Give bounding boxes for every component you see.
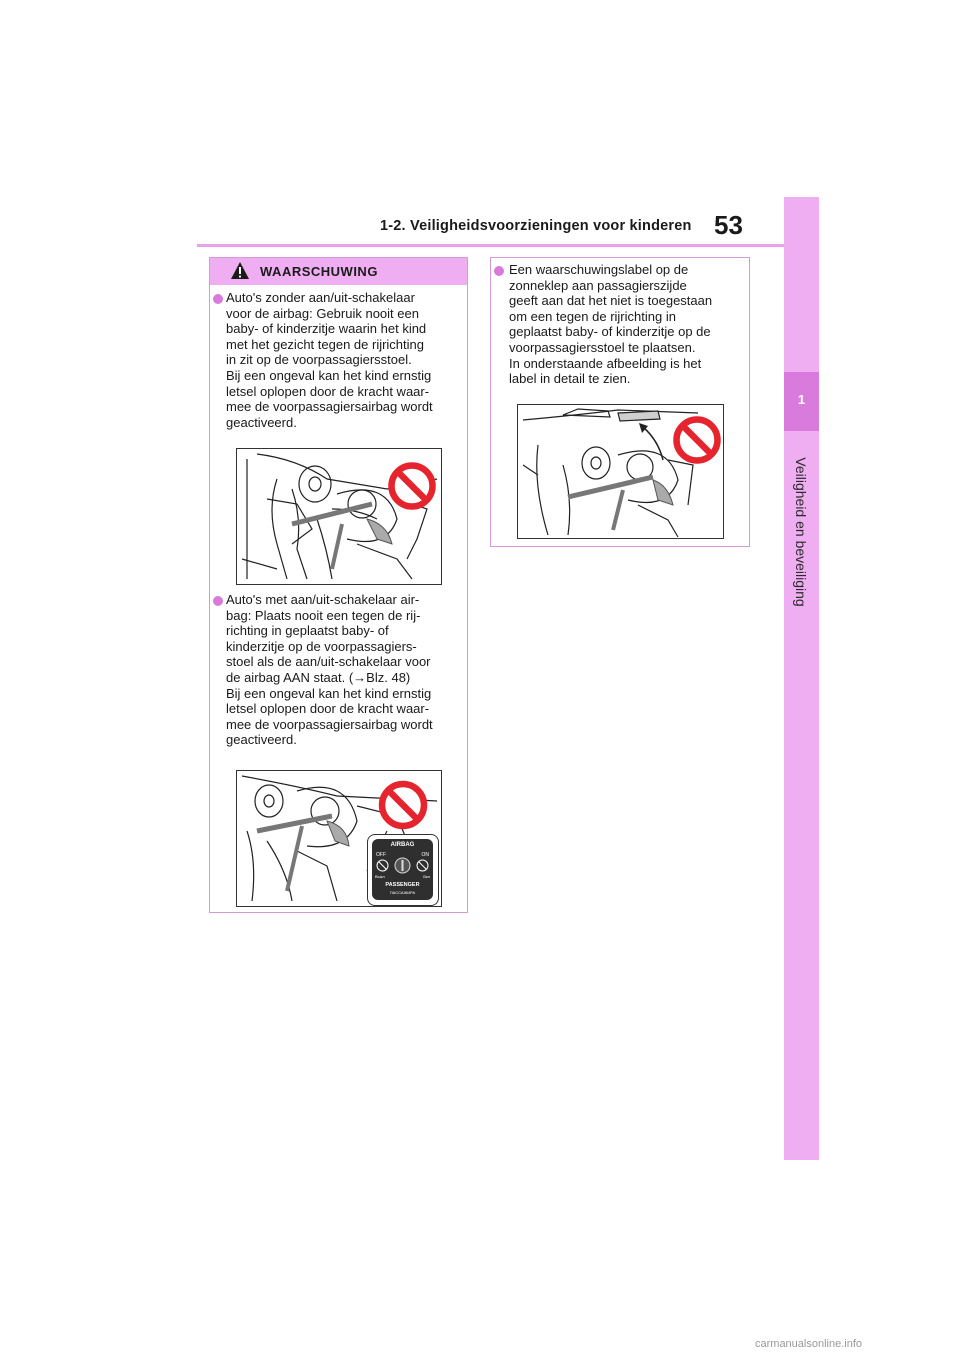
- airbag-switch-plate: [372, 839, 433, 900]
- airbag-switch-label: [367, 834, 439, 906]
- airbag-label-off: OFF: [376, 852, 386, 858]
- page-number: 53: [714, 210, 743, 240]
- chapter-side-tab: [784, 197, 819, 1160]
- airbag-label-bottom-alt: ПАССАЖИРА: [389, 890, 416, 895]
- airbag-label-on: ON: [421, 852, 429, 858]
- airbag-label-bottom: PASSENGER: [385, 882, 420, 888]
- warning-box: [209, 257, 468, 913]
- child-seat-off-icon: [376, 859, 389, 872]
- illustration-rear-facing-seat-no-switch: [236, 448, 442, 585]
- header-rule: [197, 244, 784, 247]
- warning-header: [210, 258, 467, 285]
- airbag-label-on-alt: Вкл: [423, 874, 430, 879]
- bullet-icon: [213, 294, 223, 304]
- chapter-title: Veiligheid en beveiliging: [793, 457, 809, 607]
- bullet-icon: [494, 266, 504, 276]
- prohibited-icon: [387, 461, 437, 511]
- footer-watermark: carmanualsonline.info: [755, 1338, 863, 1350]
- info-box: [490, 257, 750, 547]
- airbag-label-off-alt: Вьікл: [375, 874, 385, 879]
- bullet-icon: [213, 596, 223, 606]
- warning-item-1-text: Auto's zonder aan/uit-schakelaar voor de airbag: Gebruik nooit een baby- of kinderzitje waarin het kind met het gezicht tegen de rijrichting in zit op de voorpassagiersstoel. Bij een ongeval kan het kind ernstig letsel oplopen door de kracht waar- mee de voorpassagiersairbag wordt geactiveerd.: [226, 290, 433, 430]
- prohibited-icon: [377, 779, 429, 831]
- airbag-label-title: AIRBAG: [390, 842, 415, 848]
- warning-title: WAARSCHUWING: [260, 264, 378, 279]
- illustration-sun-visor-warning-label: [517, 404, 724, 539]
- chapter-number: 1: [797, 392, 806, 407]
- warning-item-2-text: Auto's met aan/uit-schakelaar air- bag: Plaats nooit een tegen de rij- richting in geplaatst baby- of kinderzitje op de voorpassagiers- stoel als de aan/uit-schakelaar voor de airbag AAN staat. (→Blz. 48) Bij een ongeval kan het kind ernstig letsel oplopen door de kracht waar- mee de voorpassagiersairbag wordt geactiveerd.: [226, 592, 433, 748]
- child-seat-on-icon: [416, 859, 429, 872]
- illustration-rear-facing-seat-airbag-switch: [236, 770, 442, 907]
- info-item-1-text: Een waarschuwingslabel op de zonneklep aan passagierszijde geeft aan dat het niet is toegestaan om een tegen de rijrichting in geplaatst baby- of kinderzitje op de voorpassagiersstoel te plaatsen. In onderstaande afbeelding is het label in detail te zien.: [509, 262, 713, 387]
- key-switch-icon: [394, 857, 411, 874]
- warning-triangle-icon: [230, 261, 250, 280]
- section-title: 1-2. Veiligheidsvoorzieningen voor kinderen: [380, 218, 692, 234]
- prohibited-icon: [672, 415, 722, 465]
